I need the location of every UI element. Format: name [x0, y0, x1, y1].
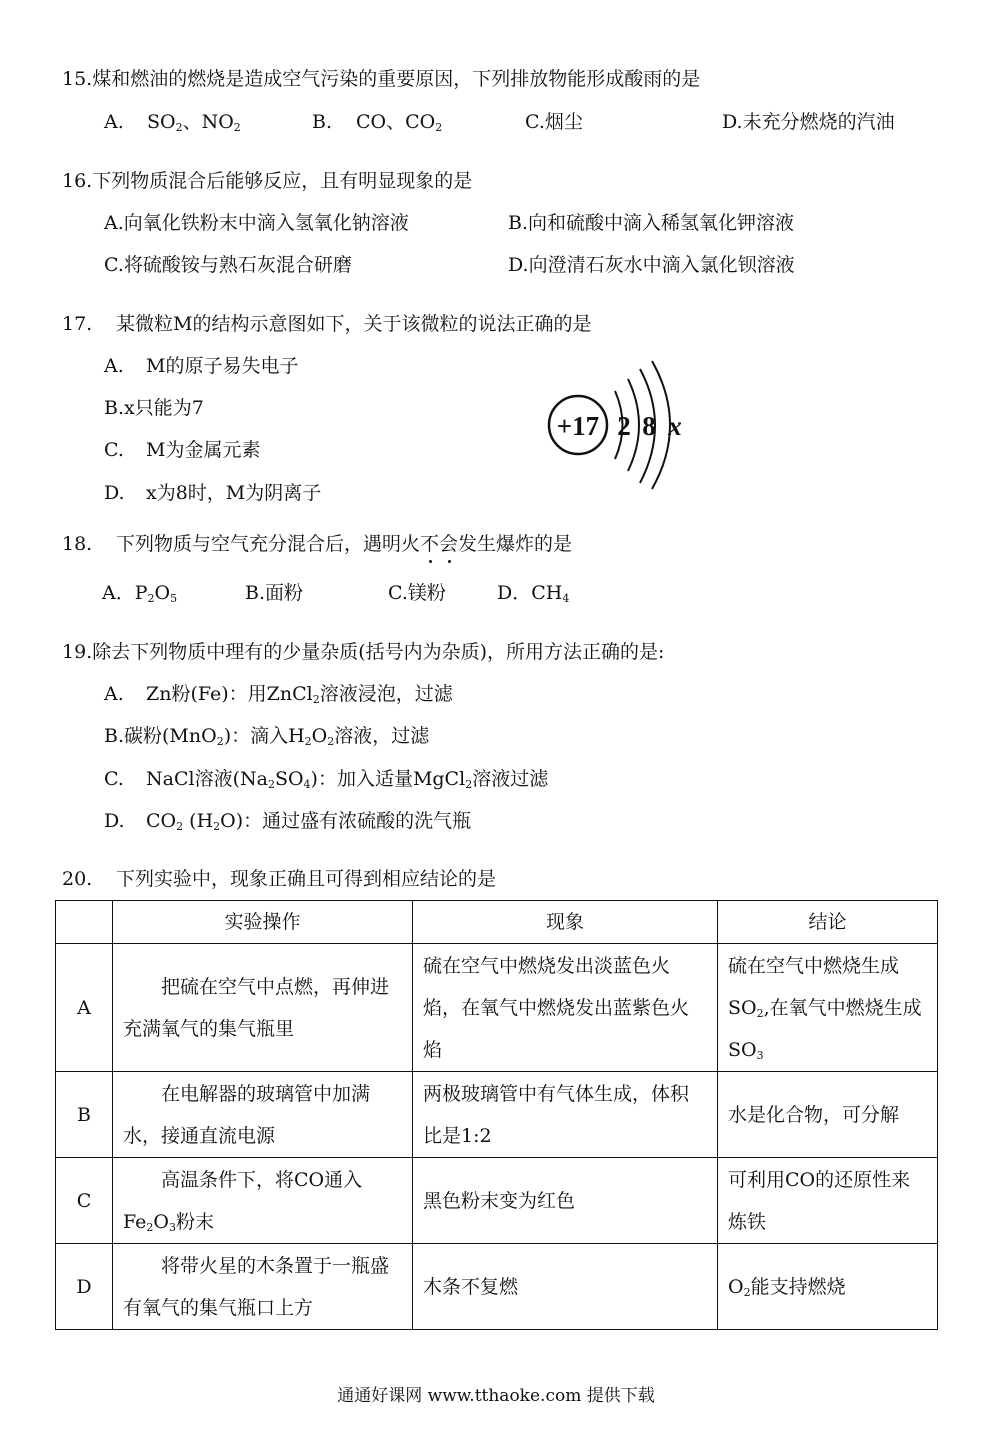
- emphasis-dot-char: 不: [420, 533, 440, 555]
- table-row: [56, 944, 938, 1072]
- row-phenomenon: 两极玻璃管中有气体生成，体积比是1:2: [413, 1072, 718, 1158]
- q15-stem: 15.煤和燃油的燃烧是造成空气污染的重要原因，下列排放物能形成酸雨的是: [62, 68, 701, 90]
- q17-option-b: B.x只能为7: [104, 397, 204, 419]
- q16-option-a: A.向氧化铁粉末中滴入氢氧化钠溶液: [104, 212, 409, 234]
- shell-1-electrons: 2: [617, 411, 631, 441]
- q18-option-c: C.镁粉: [388, 582, 446, 604]
- q15-option-b-label: B.: [312, 111, 333, 133]
- q19-option-d-label: D.: [104, 810, 125, 832]
- q20-number: 20.: [62, 868, 93, 890]
- q19-option-b: B.碳粉(MnO$_2$)：滴入$H_2O_2$溶液，过滤: [104, 725, 430, 748]
- row-conclusion: $O_2$能支持燃烧: [718, 1244, 938, 1330]
- row-conclusion: 硫在空气中燃烧生成$SO_2$,在氧气中燃烧生成$SO_3$: [718, 944, 938, 1072]
- q18-stem: 下列物质与空气充分混合后，遇明火不会发生爆炸的是: [116, 533, 573, 555]
- row-label: D: [56, 1244, 113, 1330]
- row-phenomenon: 硫在空气中燃烧发出淡蓝色火焰，在氧气中燃烧发出蓝紫色火焰: [413, 944, 718, 1072]
- q15-option-b: CO、$CO_2$: [356, 111, 443, 134]
- row-operation: 在电解器的玻璃管中加满水，接通直流电源: [113, 1072, 413, 1158]
- q16-option-b: B.向和硫酸中滴入稀氢氧化钾溶液: [508, 212, 795, 234]
- q16-option-c: C.将硫酸铵与熟石灰混合研磨: [104, 254, 352, 276]
- emphasis-dot-char: 会: [439, 533, 459, 555]
- q19-option-d: $CO_2$ $(H_2O)$：通过盛有浓硫酸的洗气瓶: [146, 810, 472, 833]
- q18-option-d: D．$CH_4$: [497, 582, 570, 605]
- q15-option-c: C.烟尘: [525, 111, 583, 133]
- q17-option-a-label: A.: [104, 355, 124, 377]
- row-phenomenon: 木条不复燃: [413, 1244, 718, 1330]
- q18-option-a: A．$P_2O_5$: [102, 582, 178, 605]
- row-label: B: [56, 1072, 113, 1158]
- table-header-row: [56, 901, 938, 944]
- table-row: [56, 1072, 938, 1158]
- q19-option-c-label: C.: [104, 768, 124, 790]
- nucleus-charge: +17: [556, 411, 600, 441]
- row-conclusion: 可利用CO的还原性来炼铁: [718, 1158, 938, 1244]
- q17-option-a: M的原子易失电子: [146, 355, 299, 377]
- experiment-table: [55, 900, 938, 1330]
- row-phenomenon: 黑色粉末变为红色: [413, 1158, 718, 1244]
- table-header-operation: 实验操作: [113, 901, 413, 944]
- q17-option-c: M为金属元素: [146, 439, 261, 461]
- q17-option-d-label: D.: [104, 482, 125, 504]
- row-operation: 把硫在空气中点燃，再伸进充满氧气的集气瓶里: [113, 944, 413, 1072]
- q17-option-c-label: C.: [104, 439, 124, 461]
- row-operation: 将带火星的木条置于一瓶盛有氧气的集气瓶口上方: [113, 1244, 413, 1330]
- row-label: C: [56, 1158, 113, 1244]
- table-row: [56, 1158, 938, 1244]
- q15-option-a-label: A.: [104, 111, 124, 133]
- row-conclusion: 水是化合物，可分解: [718, 1072, 938, 1158]
- q15-option-a: $SO_2$、$NO_2$: [147, 111, 241, 134]
- q19-option-a: Zn粉(Fe)：用ZnCl$_2$溶液浸泡，过滤: [146, 683, 453, 706]
- shell-3-electrons: x: [668, 411, 682, 441]
- q15-option-d: D.未充分燃烧的汽油: [722, 111, 895, 133]
- q17-stem: 某微粒M的结构示意图如下，关于该微粒的说法正确的是: [116, 313, 592, 335]
- q19-stem: 19.除去下列物质中理有的少量杂质(括号内为杂质)，所用方法正确的是:: [62, 641, 665, 663]
- table-header-label: [56, 901, 113, 944]
- q20-stem: 下列实验中，现象正确且可得到相应结论的是: [116, 868, 497, 890]
- page-footer: 通通好课网 www.tthaoke.com 提供下载: [337, 1386, 655, 1406]
- atom-structure-diagram: [540, 355, 700, 495]
- q19-option-a-label: A.: [104, 683, 124, 705]
- q16-option-d: D.向澄清石灰水中滴入氯化钡溶液: [508, 254, 795, 276]
- q19-option-c: NaCl溶液$(Na_2SO_4)$：加入适量MgCl$_2$溶液过滤: [146, 768, 549, 791]
- q18-option-b: B.面粉: [245, 582, 304, 604]
- table-header-phenomenon: 现象: [413, 901, 718, 944]
- shell-2-electrons: 8: [642, 411, 656, 441]
- q18-number: 18.: [62, 533, 93, 555]
- row-label: A: [56, 944, 113, 1072]
- table-header-conclusion: 结论: [718, 901, 938, 944]
- q17-option-d: x为8时，M为阴离子: [146, 482, 322, 504]
- row-operation: 高温条件下，将CO通入$Fe_2O_3$粉末: [113, 1158, 413, 1244]
- q16-stem: 16.下列物质混合后能够反应，且有明显现象的是: [62, 170, 473, 192]
- table-row: [56, 1244, 938, 1330]
- q17-number: 17.: [62, 313, 93, 335]
